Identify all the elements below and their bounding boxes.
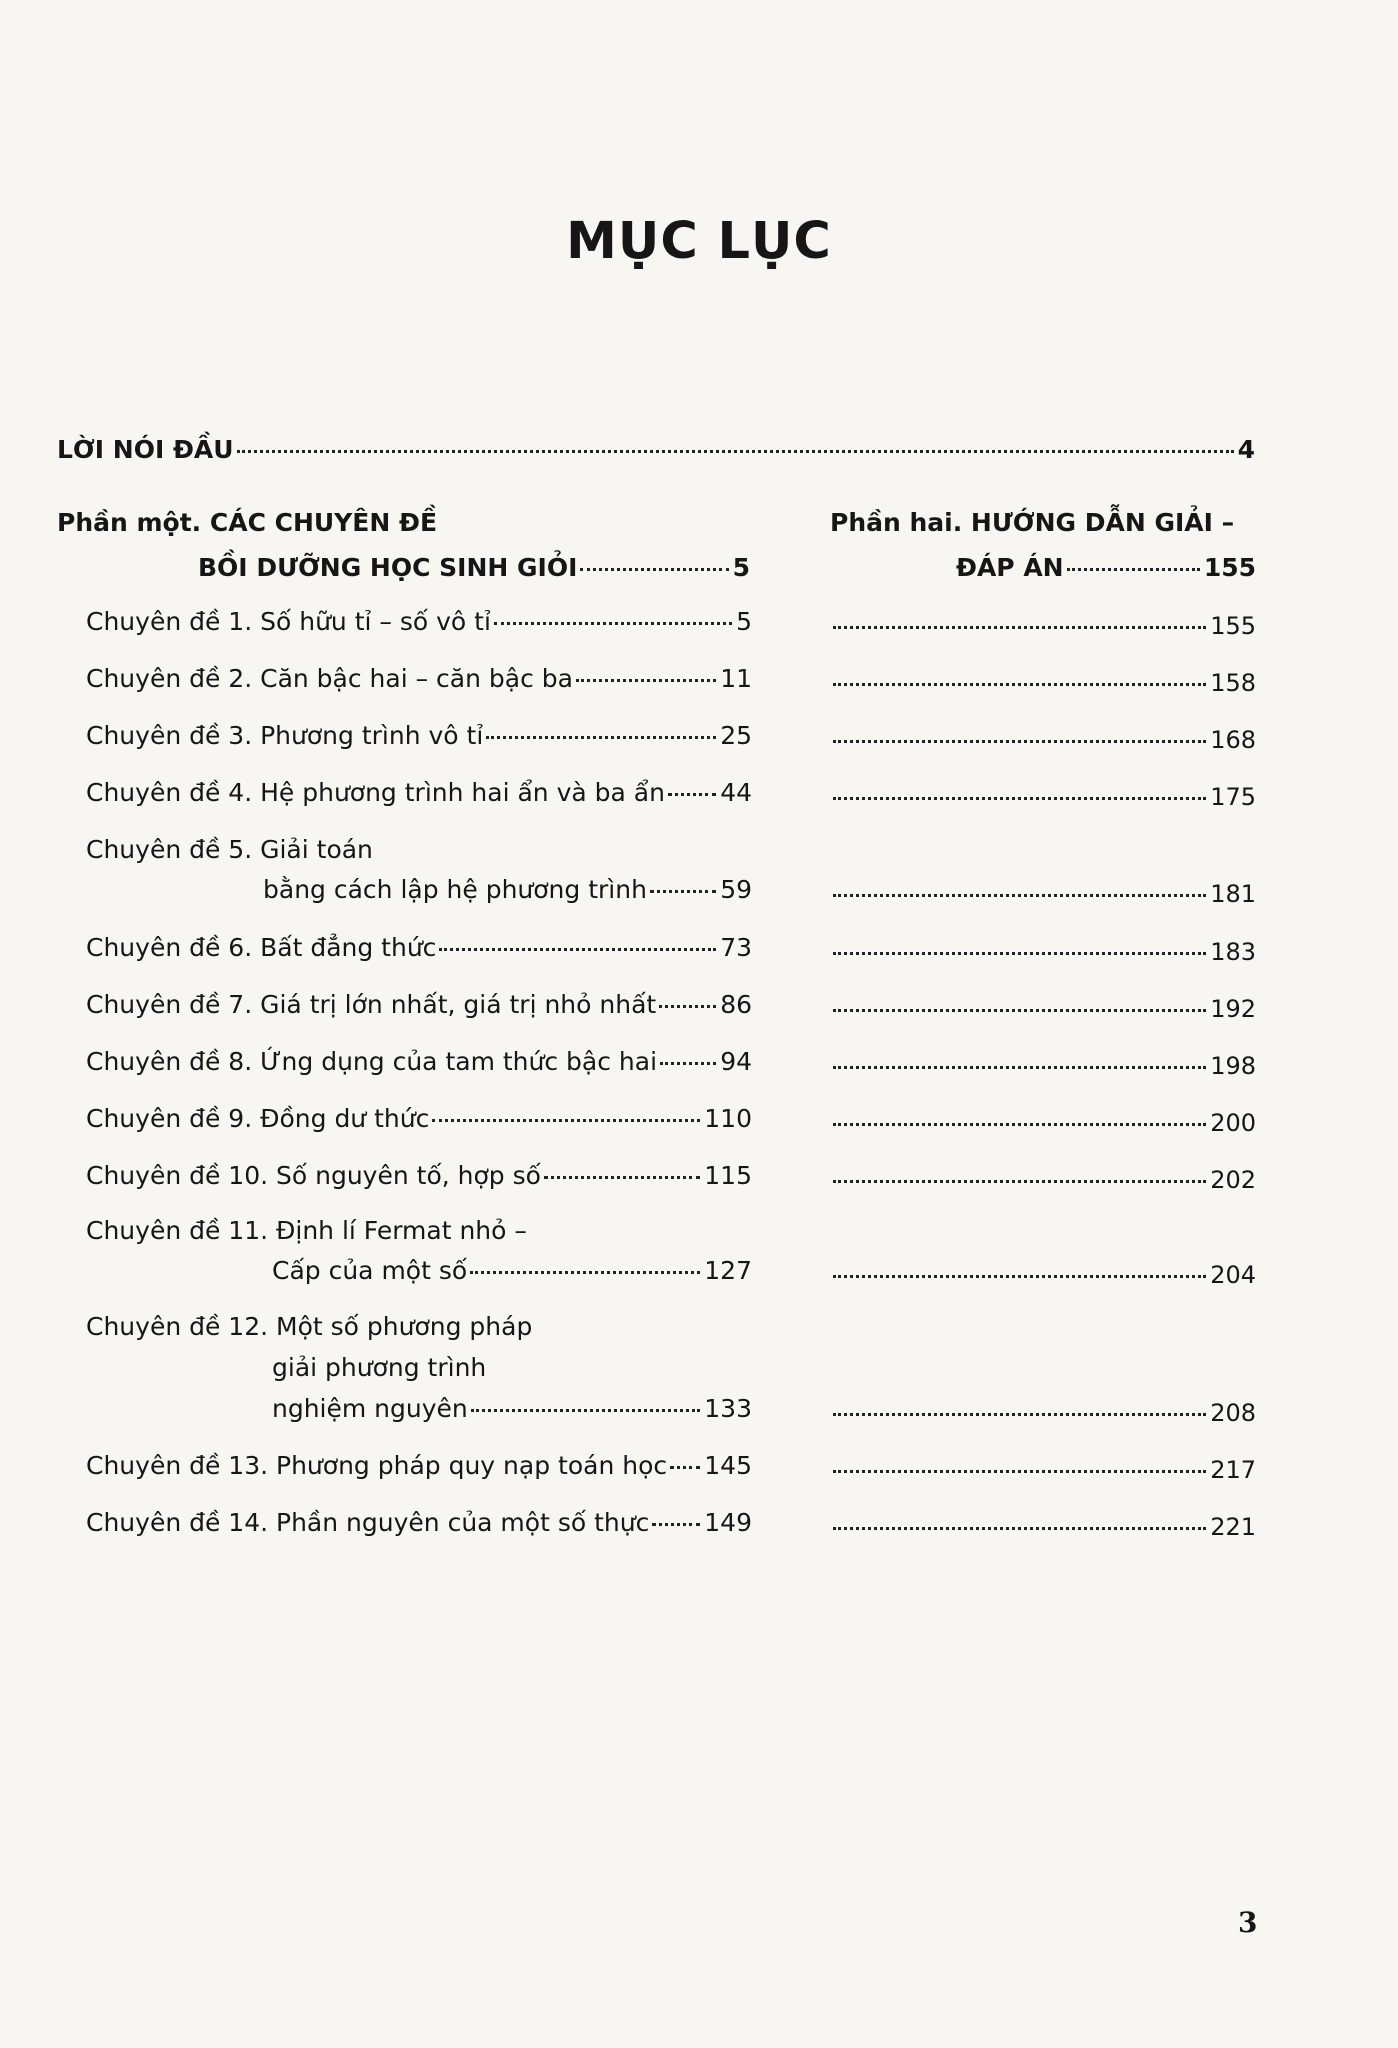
answer-entry-topic-3 xyxy=(830,726,1256,754)
topic-title-cont: Cấp của một số xyxy=(272,1256,468,1285)
answer-page: 208 xyxy=(1210,1399,1256,1427)
part-one-page: 5 xyxy=(732,553,750,582)
answer-page: 198 xyxy=(1210,1052,1256,1080)
topic-title: Chuyên đề 14. Phần nguyên của một số thực xyxy=(86,1508,650,1537)
answer-page: 192 xyxy=(1210,995,1256,1023)
dot-leader xyxy=(833,1180,1206,1183)
answer-entry-topic-7 xyxy=(830,995,1256,1023)
answer-page: 158 xyxy=(1210,669,1256,697)
part-two-heading-line1: Phần hai. HƯỚNG DẪN GIẢI – xyxy=(830,508,1235,537)
toc-entry-topic-4 xyxy=(86,778,752,807)
page-number: 3 xyxy=(1238,1906,1258,1939)
dot-leader xyxy=(833,740,1206,743)
toc-entry-topic-12 xyxy=(272,1394,752,1423)
topic-page: 110 xyxy=(704,1104,752,1133)
answer-entry-topic-1 xyxy=(830,612,1256,640)
topic-title: Chuyên đề 4. Hệ phương trình hai ẩn và ba ẩn xyxy=(86,778,665,807)
dot-leader xyxy=(833,894,1206,897)
topic-title: Chuyên đề 8. Ứng dụng của tam thức bậc hai xyxy=(86,1047,658,1076)
topic-page: 25 xyxy=(720,721,752,750)
dot-leader xyxy=(486,736,716,739)
topic-12-title-line2: giải phương trình xyxy=(272,1353,487,1382)
dot-leader xyxy=(237,450,1234,453)
dot-leader xyxy=(833,1527,1206,1530)
part-two-page: 155 xyxy=(1203,553,1256,582)
topic-page: 5 xyxy=(736,607,752,636)
dot-leader xyxy=(544,1176,700,1179)
answer-entry-topic-11 xyxy=(830,1261,1256,1289)
dot-leader xyxy=(668,793,716,796)
topic-title: Chuyên đề 9. Đồng dư thức xyxy=(86,1104,430,1133)
dot-leader xyxy=(650,890,716,893)
topic-page: 86 xyxy=(720,990,752,1019)
dot-leader xyxy=(439,948,716,951)
toc-entry-topic-2 xyxy=(86,664,752,693)
answer-page: 168 xyxy=(1210,726,1256,754)
topic-title: Chuyên đề 7. Giá trị lớn nhất, giá trị nhỏ nhất xyxy=(86,990,657,1019)
dot-leader xyxy=(1067,568,1200,571)
dot-leader xyxy=(652,1523,700,1526)
topic-title: Chuyên đề 3. Phương trình vô tỉ xyxy=(86,721,484,750)
topic-title-cont: bằng cách lập hệ phương trình xyxy=(263,875,647,904)
answer-page: 181 xyxy=(1210,880,1256,908)
topic-title: Chuyên đề 2. Căn bậc hai – căn bậc ba xyxy=(86,664,573,693)
answer-page: 183 xyxy=(1210,938,1256,966)
toc-entry-preface xyxy=(57,435,1255,464)
topic-page: 11 xyxy=(720,664,752,693)
toc-entry-topic-1 xyxy=(86,607,752,636)
answer-entry-topic-13 xyxy=(830,1456,1256,1484)
topic-page: 133 xyxy=(704,1394,752,1423)
dot-leader xyxy=(660,1062,716,1065)
topic-page: 115 xyxy=(704,1161,752,1190)
dot-leader xyxy=(432,1119,700,1122)
toc-entry-topic-14 xyxy=(86,1508,752,1537)
part-one-heading-line1: Phần một. CÁC CHUYÊN ĐỀ xyxy=(57,508,438,537)
answer-entry-topic-2 xyxy=(830,669,1256,697)
answer-entry-topic-4 xyxy=(830,783,1256,811)
answer-page: 204 xyxy=(1210,1261,1256,1289)
part-two-heading xyxy=(956,553,1256,582)
answer-page: 200 xyxy=(1210,1109,1256,1137)
dot-leader xyxy=(471,1409,701,1412)
toc-entry-topic-5 xyxy=(263,875,752,904)
answer-entry-topic-6 xyxy=(830,938,1256,966)
toc-entry-topic-11 xyxy=(272,1256,752,1285)
topic-11-title-line1: Chuyên đề 11. Định lí Fermat nhỏ – xyxy=(86,1216,527,1245)
topic-title: Chuyên đề 13. Phương pháp quy nạp toán học xyxy=(86,1451,668,1480)
answer-page: 155 xyxy=(1210,612,1256,640)
topic-page: 94 xyxy=(720,1047,752,1076)
part-one-heading xyxy=(198,553,750,582)
part-two-heading-line2: ĐÁP ÁN xyxy=(956,553,1064,582)
topic-5-title-line1: Chuyên đề 5. Giải toán xyxy=(86,835,373,864)
answer-entry-topic-14 xyxy=(830,1513,1256,1541)
answer-page: 175 xyxy=(1210,783,1256,811)
dot-leader xyxy=(833,626,1206,629)
answer-page: 221 xyxy=(1210,1513,1256,1541)
toc-entry-topic-6 xyxy=(86,933,752,962)
dot-leader xyxy=(580,568,728,571)
topic-page: 145 xyxy=(704,1451,752,1480)
answer-entry-topic-8 xyxy=(830,1052,1256,1080)
topic-title: Chuyên đề 1. Số hữu tỉ – số vô tỉ xyxy=(86,607,491,636)
dot-leader xyxy=(833,1470,1206,1473)
dot-leader xyxy=(833,1009,1206,1012)
topic-page: 127 xyxy=(704,1256,752,1285)
dot-leader xyxy=(659,1005,716,1008)
topic-title: Chuyên đề 6. Bất đẳng thức xyxy=(86,933,437,962)
toc-entry-topic-7 xyxy=(86,990,752,1019)
preface-label: LỜI NÓI ĐẦU xyxy=(57,435,234,464)
dot-leader xyxy=(833,952,1206,955)
toc-entry-topic-13 xyxy=(86,1451,752,1480)
dot-leader xyxy=(833,797,1206,800)
dot-leader xyxy=(833,1066,1206,1069)
topic-page: 149 xyxy=(704,1508,752,1537)
dot-leader xyxy=(670,1466,700,1469)
topic-12-title-line1: Chuyên đề 12. Một số phương pháp xyxy=(86,1312,533,1341)
dot-leader xyxy=(833,683,1206,686)
preface-page: 4 xyxy=(1237,435,1255,464)
dot-leader xyxy=(576,679,716,682)
toc-entry-topic-9 xyxy=(86,1104,752,1133)
topic-page: 59 xyxy=(720,875,752,904)
toc-entry-topic-10 xyxy=(86,1161,752,1190)
topic-page: 73 xyxy=(720,933,752,962)
dot-leader xyxy=(470,1271,700,1274)
part-one-heading-line2: BỒI DƯỠNG HỌC SINH GIỎI xyxy=(198,553,578,582)
dot-leader xyxy=(833,1123,1206,1126)
toc-entry-topic-8 xyxy=(86,1047,752,1076)
answer-page: 202 xyxy=(1210,1166,1256,1194)
page-title: MỤC LỤC xyxy=(566,212,832,271)
topic-title-cont: nghiệm nguyên xyxy=(272,1394,468,1423)
dot-leader xyxy=(833,1275,1206,1278)
answer-entry-topic-10 xyxy=(830,1166,1256,1194)
toc-entry-topic-3 xyxy=(86,721,752,750)
answer-page: 217 xyxy=(1210,1456,1256,1484)
answer-entry-topic-5 xyxy=(830,880,1256,908)
dot-leader xyxy=(833,1413,1206,1416)
dot-leader xyxy=(494,622,732,625)
topic-page: 44 xyxy=(720,778,752,807)
topic-title: Chuyên đề 10. Số nguyên tố, hợp số xyxy=(86,1161,541,1190)
answer-entry-topic-9 xyxy=(830,1109,1256,1137)
answer-entry-topic-12 xyxy=(830,1399,1256,1427)
